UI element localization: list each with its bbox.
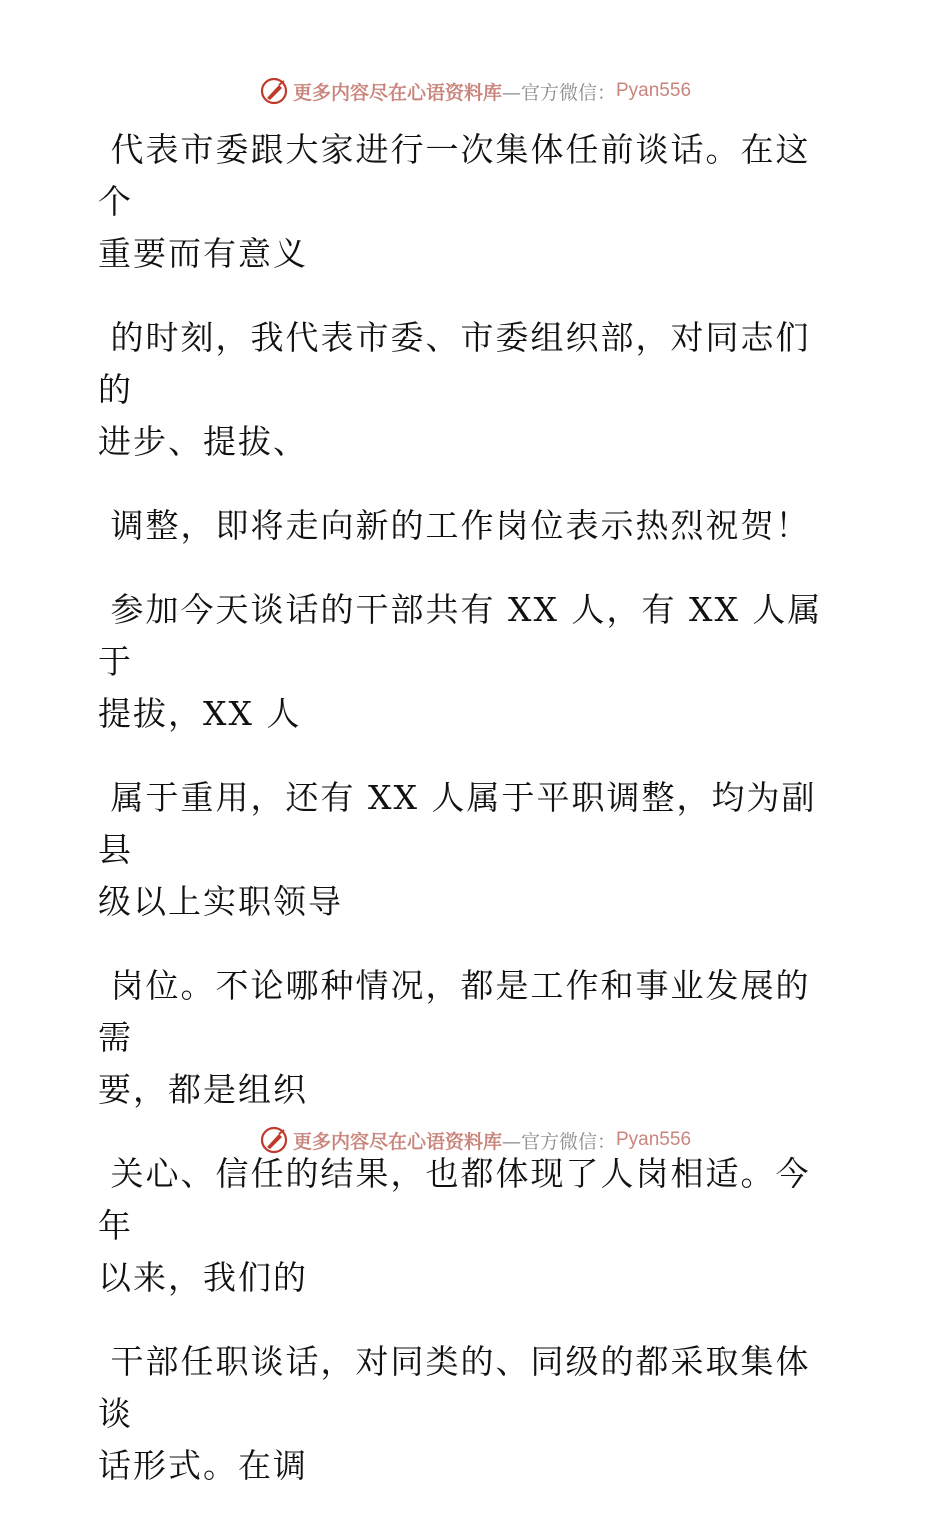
header-watermark-banner [0,74,950,108]
banner-separator: —官方微信： [501,81,616,104]
paragraph: 参加今天谈话的干部共有 XX 人，有 XX 人属于 提拔，XX 人 [98,590,823,733]
paragraph: 属于重用，还有 XX 人属于平职调整，均为副县 级以上实职领导 [98,778,817,921]
banner-separator: —官方微信： [501,1130,616,1153]
paragraph: 代表市委跟大家进行一次集体任前谈话。在这个 重要而有意义 [98,130,811,273]
paragraph: 岗位。不论哪种情况，都是工作和事业发展的需 要，都是组织 [98,966,811,1109]
quill-pen-logo-icon [259,76,289,106]
paragraph: 关心、信任的结果，也都体现了人岗相适。今年 以来，我们的 [98,1154,811,1297]
banner-wechat-id: Pyan556 [616,1129,692,1150]
quill-pen-logo-icon [259,1125,289,1155]
paragraph: 干部任职谈话，对同类的、同级的都采取集体谈 话形式。在调 [98,1342,811,1485]
banner-title: 更多内容尽在心语资料库 [292,81,502,104]
banner-wechat-id: Pyan556 [616,80,692,101]
banner-title: 更多内容尽在心语资料库 [292,1130,502,1153]
paragraph: 调整，即将走向新的工作岗位表示热烈祝贺！ [98,506,811,545]
footer-watermark-banner [0,1123,950,1157]
document-body [98,124,838,1524]
paragraph: 的时刻，我代表市委、市委组织部，对同志们的 进步、提拔、 [98,318,811,461]
